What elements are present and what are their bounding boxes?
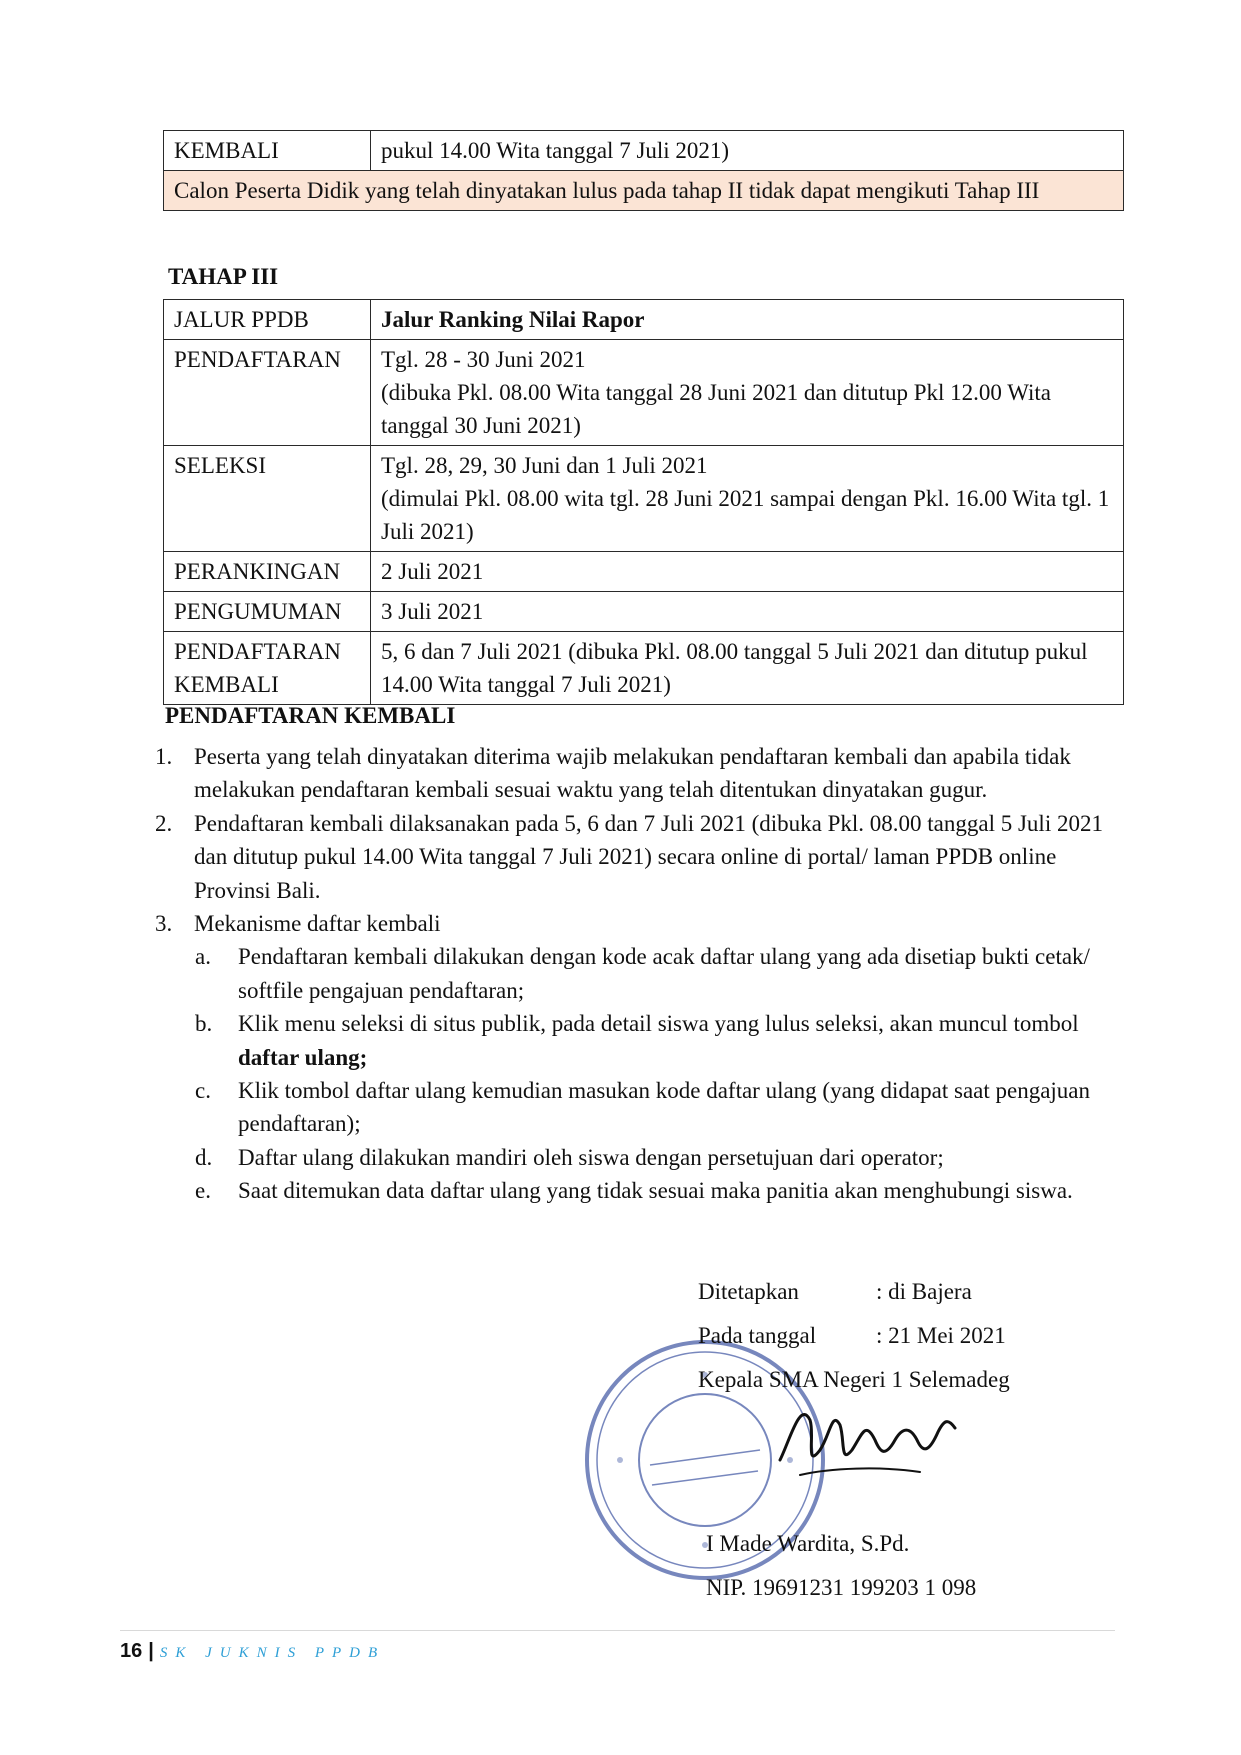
sub-list-bold-text: daftar ulang; <box>238 1044 368 1070</box>
row-label-cell <box>164 632 371 705</box>
row-value: Tgl. 28 - 30 Juni 2021 <box>381 347 586 372</box>
row-value-cell <box>371 446 1124 552</box>
ditetapkan-label: Ditetapkan <box>698 1279 799 1304</box>
tahap2-continuation-table <box>163 130 1124 211</box>
row-value: 2 Juli 2021 <box>371 552 1124 592</box>
table-row <box>164 131 1124 171</box>
footer-doc-title: SK JUKNIS PPDB <box>159 1645 386 1661</box>
row-value-cell <box>371 340 1124 446</box>
pendaftaran-kembali-heading: PENDAFTARAN KEMBALI <box>165 703 456 728</box>
signatory-position: Kepala SMA Negeri 1 Selemadeg <box>698 1367 1010 1392</box>
ditetapkan-row <box>698 1270 1118 1314</box>
sub-list-text: Daftar ulang dilakukan mandiri oleh siswa dengan persetujuan dari operator; <box>238 1144 944 1170</box>
ditetapkan-value: : di Bajera <box>876 1279 972 1304</box>
table-row <box>164 340 1124 446</box>
table-row <box>164 632 1124 705</box>
row-value: Jalur Ranking Nilai Rapor <box>371 300 1124 340</box>
page-number: 16 <box>120 1640 143 1662</box>
tanggal-row <box>698 1314 1118 1358</box>
signatory-nip: NIP. 19691231 199203 1 098 <box>706 1575 977 1600</box>
pendaftaran-kembali-list <box>150 740 1110 1208</box>
sub-list-letter: a. <box>195 944 211 970</box>
list-item <box>150 807 1110 907</box>
table-row <box>164 446 1124 552</box>
row-value: pukul 14.00 Wita tanggal 7 Juli 2021) <box>371 131 1124 171</box>
row-label-line2: KEMBALI <box>174 672 279 697</box>
row-label: SELEKSI <box>164 446 371 552</box>
sub-list-text: Saat ditemukan data daftar ulang yang tidak sesuai maka panitia akan menghubungi siswa. <box>238 1178 1073 1204</box>
sub-list-item <box>150 1174 1110 1207</box>
row-value-detail: (dibuka Pkl. 08.00 Wita tanggal 28 Juni 2021 dan ditutup Pkl 12.00 Wita tanggal 30 Juni 2021) <box>381 380 1052 438</box>
page-footer <box>120 1637 385 1665</box>
sub-list-item <box>150 1141 1110 1174</box>
row-label: PENDAFTARAN <box>174 639 341 664</box>
tahap2-note: Calon Peserta Didik yang telah dinyatakan lulus pada tahap II tidak dapat mengikuti Tahap III <box>164 171 1124 211</box>
footer-separator: | <box>148 1640 154 1662</box>
row-label: PERANKINGAN <box>164 552 371 592</box>
sub-list-letter: d. <box>195 1144 213 1170</box>
sub-list-item <box>150 940 1110 1007</box>
sub-list-item <box>150 1074 1110 1141</box>
list-text: Mekanisme daftar kembali <box>194 911 441 937</box>
list-text: Pendaftaran kembali dilaksanakan pada 5, 6 dan 7 Juli 2021 (dibuka Pkl. 08.00 tanggal 5 Juli 2021 dan ditutup pukul 14.00 Wita tanggal 7 Juli 2021) secara online di portal/ laman PPDB online Provinsi Bali. <box>194 810 1103 903</box>
sub-list-text: Klik menu seleksi di situs publik, pada detail siswa yang lulus seleksi, akan muncul tombol <box>238 1011 1079 1037</box>
row-label: PENDAFTARAN <box>164 340 371 446</box>
row-value: Tgl. 28, 29, 30 Juni dan 1 Juli 2021 <box>381 453 708 478</box>
signatory-name: I Made Wardita, S.Pd. <box>706 1531 910 1556</box>
footer-divider <box>120 1630 1115 1631</box>
table-row <box>164 552 1124 592</box>
tahap3-table <box>163 299 1124 705</box>
sub-list-letter: b. <box>195 1011 213 1037</box>
sub-list-letter: c. <box>195 1078 211 1104</box>
tanggal-label: Pada tanggal <box>698 1323 817 1348</box>
list-number: 3. <box>155 911 173 937</box>
list-number: 2. <box>155 810 173 836</box>
row-value: 5, 6 dan 7 Juli 2021 (dibuka Pkl. 08.00 tanggal 5 Juli 2021 dan ditutup pukul 14.00 Wita tanggal 7 Juli 2021) <box>371 632 1124 705</box>
list-item <box>150 740 1110 807</box>
row-label: PENGUMUMAN <box>164 592 371 632</box>
list-item <box>150 907 1110 940</box>
table-row <box>164 592 1124 632</box>
table-row <box>164 300 1124 340</box>
row-value-detail: (dimulai Pkl. 08.00 wita tgl. 28 Juni 2021 sampai dengan Pkl. 16.00 Wita tgl. 1 Juli 2021) <box>381 486 1110 544</box>
list-number: 1. <box>155 744 173 769</box>
row-value: 3 Juli 2021 <box>371 592 1124 632</box>
tanggal-value: : 21 Mei 2021 <box>876 1323 1006 1348</box>
sub-list-item <box>150 1007 1110 1074</box>
sub-list-text: Pendaftaran kembali dilakukan dengan kode acak daftar ulang yang ada disetiap bukti cetak/ softfile pengajuan pendaftaran; <box>238 944 1090 1003</box>
list-text: Peserta yang telah dinyatakan diterima wajib melakukan pendaftaran kembali dan apabila tidak melakukan pendaftaran kembali sesuai waktu yang telah ditentukan dinyatakan gugur. <box>194 744 1071 803</box>
tahap3-heading: TAHAP III <box>168 264 279 289</box>
row-label: JALUR PPDB <box>164 300 371 340</box>
sub-list-text: Klik tombol daftar ulang kemudian masukan kode daftar ulang (yang didapat saat pengajuan pendaftaran); <box>238 1078 1091 1137</box>
sub-list-letter: e. <box>195 1178 211 1204</box>
signature-block <box>698 1270 1118 1610</box>
table-note-row <box>164 171 1124 211</box>
row-label: KEMBALI <box>164 131 371 171</box>
